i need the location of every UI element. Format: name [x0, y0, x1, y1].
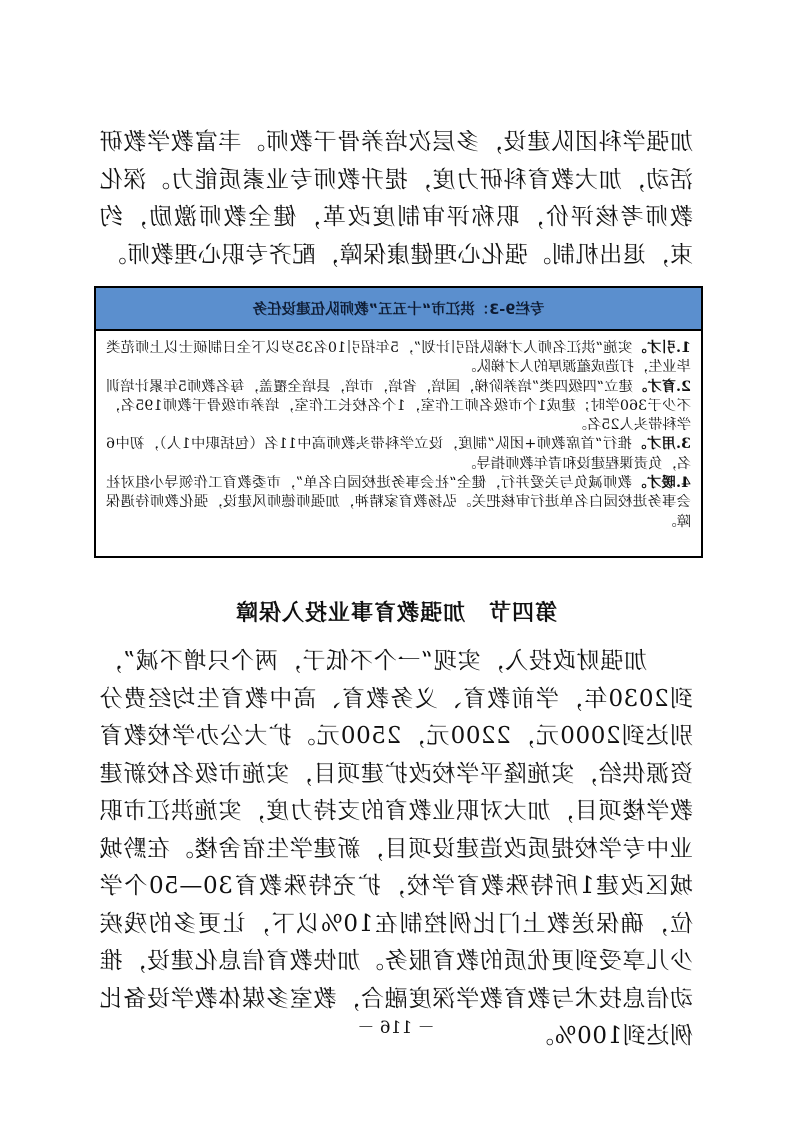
box-item — [106, 378, 691, 436]
box-item — [106, 474, 691, 532]
box-item-lead: 4.暖才。 — [631, 475, 691, 492]
page-number: － 116 － — [357, 1018, 435, 1038]
sidebar-box — [94, 286, 703, 558]
box-item-text: 教师减负与关爱并行，健全“社会事务进校园白名单”，市委教育工作领导小组对社会事务进校园白名单进行审核把关。弘扬教育家精神，加强师德师风建设，强化教师待遇保障。 — [106, 475, 691, 530]
box-item-text: 推行“首席教师+团队”制度，设立学科带头教师高中11名（包括职中1人），初中6名，负责课程建设和青年教师指导。 — [106, 436, 691, 472]
body-paragraph: 加强财政投入，实现“一个不低于，两个只增不减”，到2030年，学前教育、义务教育、高中教育生均经费分别达到2000元，2200元，2500元。扩大公办学校教育资源供给，实施隆平学校改扩建项目，实施市级名校新建教学楼项目，加大对职业教育的支持力度，实施洪江市职业中专学校提质改造建设项目，新建学生宿舍楼。在黔城城区改建1所特殊教育学校，扩充特殊教育30—50个学位，确保送教上门比例控制在10%以下，让更多的残疾少儿享受到更优质的教育服务。加快教育信息化建设，推动信息技术与教育教学深度融合，教室多媒体教学设备比例达到100%。 — [99, 648, 693, 1049]
body-paragraph: 加强学科团队建设，多层次培养骨干教师。丰富教学教研活动，加大教育科研力度，提升教师专业素质能力。深化教师考核评价，职称评审制度改革，健全教师激励，约束，退出机制。强化心理健康保障，配齐专职心理教师。 — [99, 129, 693, 268]
box-item — [106, 435, 691, 474]
box-item-lead: 1.引才。 — [632, 340, 691, 356]
box-item-lead: 3.用才。 — [631, 436, 691, 453]
box-item-text: 建立“四级四类”培养阶梯，国培，省培，市培，县培全覆盖，每名教师5年累计培训不少于360学时；建成1个市级名师工作室，1个名校长工作室，培养市级骨干教师195名，学科带头人25名。 — [106, 378, 691, 434]
section-heading: 第四节 加强教育事业投入保障 — [235, 601, 558, 626]
box-item — [106, 339, 691, 378]
box-item-text: 实施“洪江名师人才梯队招引计划”，5年招引10名35岁以下全日制硕士以上师范类毕业生，打造成蕴源厚的人才梯队。 — [106, 340, 691, 376]
box-title: 专栏9-3：洪江市“十五五”教师队伍建设任务 — [96, 288, 701, 331]
box-item-lead: 2.育才。 — [632, 378, 691, 395]
box-body — [96, 331, 701, 532]
